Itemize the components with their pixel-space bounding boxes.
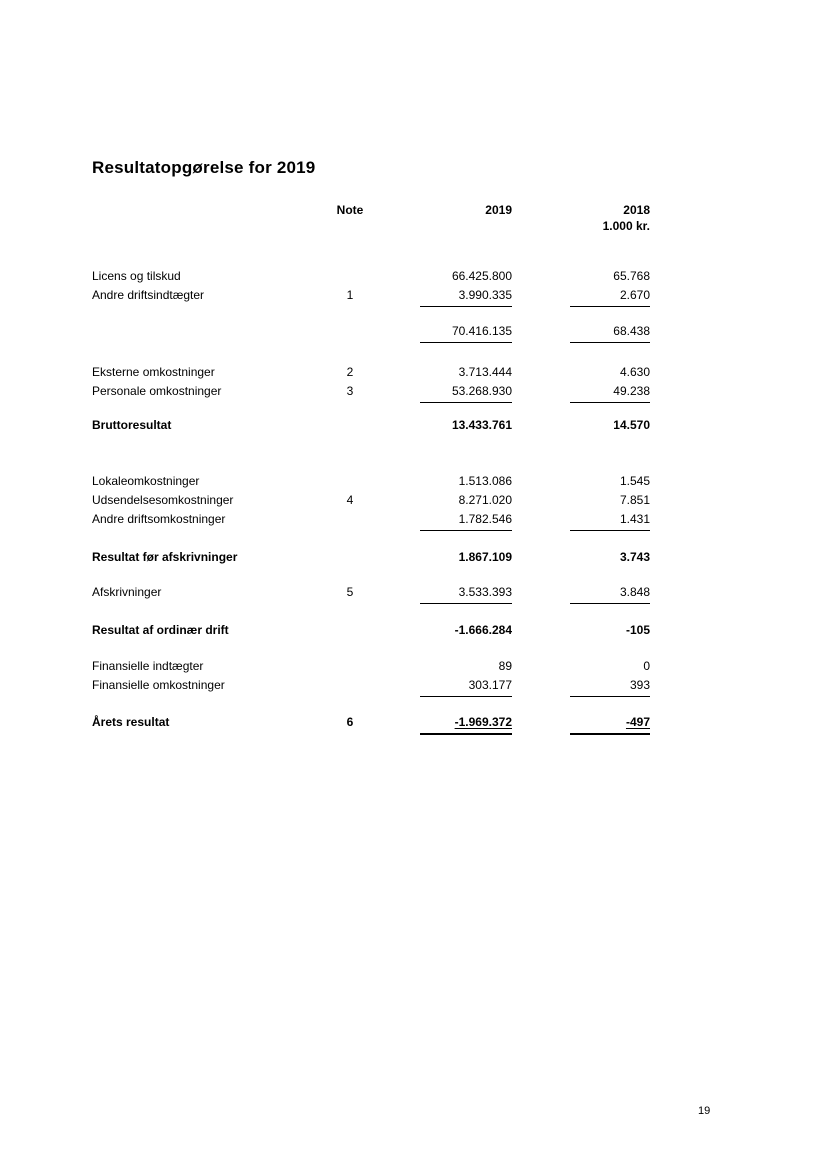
row-label: Finansielle indtægter — [92, 659, 204, 673]
row-value-2018: 3.848 — [570, 584, 650, 604]
row-value-2019: -1.969.372 — [420, 714, 512, 735]
row-value-2018: 393 — [570, 677, 650, 697]
row-value-2019: 3.990.335 — [420, 287, 512, 307]
table-row — [92, 492, 650, 511]
row-value-2018: 0 — [643, 659, 650, 673]
table-row — [92, 364, 650, 383]
table-row — [92, 677, 650, 697]
row-label: Resultat før afskrivninger — [92, 550, 238, 564]
row-value-2018: 3.743 — [619, 550, 650, 564]
row-label: Resultat af ordinær drift — [92, 623, 229, 637]
income-statement — [92, 158, 650, 735]
table-header-row — [92, 202, 650, 219]
row-value-2018: 68.438 — [570, 323, 650, 343]
row-value-2018: 1.431 — [570, 511, 650, 531]
row-value-2018: 1.545 — [619, 474, 650, 488]
row-value-2018: 4.630 — [619, 365, 650, 379]
row-value-2018: 7.851 — [619, 493, 650, 507]
row-value-2019: 13.433.761 — [451, 418, 512, 432]
unit-label: 1.000 kr. — [602, 219, 650, 233]
row-label: Afskrivninger — [92, 585, 162, 599]
page-number: 19 — [698, 1105, 711, 1117]
table-row — [92, 549, 650, 568]
row-value-2019: -1.666.284 — [454, 623, 512, 637]
row-value-2019: 3.533.393 — [420, 584, 512, 604]
row-value-2018: 2.670 — [570, 287, 650, 307]
row-value-2019: 303.177 — [420, 677, 512, 697]
row-value-2019: 1.513.086 — [458, 474, 512, 488]
row-note: 2 — [346, 365, 354, 379]
row-label: Udsendelsesomkostninger — [92, 493, 234, 507]
row-label: Finansielle omkostninger — [92, 678, 225, 692]
header-year-current: 2019 — [485, 203, 512, 217]
table-row — [92, 323, 650, 343]
row-note: 1 — [346, 288, 354, 302]
row-value-2019: 89 — [498, 659, 512, 673]
header-year-prior: 2018 — [623, 203, 650, 217]
row-value-2019: 70.416.135 — [420, 323, 512, 343]
row-label: Bruttoresultat — [92, 418, 172, 432]
table-row — [92, 473, 650, 492]
row-value-2018: -497 — [570, 714, 650, 735]
row-value-2019: 1.782.546 — [420, 511, 512, 531]
row-note: 5 — [346, 585, 354, 599]
table-row — [92, 383, 650, 403]
row-label: Andre driftsomkostninger — [92, 512, 226, 526]
row-value-2019: 8.271.020 — [458, 493, 512, 507]
header-note: Note — [336, 203, 364, 217]
row-note: 6 — [346, 715, 354, 729]
row-value-2019: 53.268.930 — [420, 383, 512, 403]
table-row — [92, 287, 650, 307]
page-title: Resultatopgørelse for 2019 — [92, 158, 316, 177]
statement-table — [92, 268, 650, 735]
row-note: 4 — [346, 493, 354, 507]
row-label: Lokaleomkostninger — [92, 474, 200, 488]
table-row — [92, 511, 650, 531]
table-row — [92, 584, 650, 604]
row-value-2019: 3.713.444 — [458, 365, 512, 379]
row-note: 3 — [346, 384, 354, 398]
table-row — [92, 658, 650, 677]
row-value-2019: 66.425.800 — [451, 269, 512, 283]
table-row — [92, 714, 650, 735]
row-value-2019: 1.867.109 — [458, 550, 512, 564]
row-label: Personale omkostninger — [92, 384, 222, 398]
table-row — [92, 622, 650, 641]
row-value-2018: -105 — [625, 623, 650, 637]
table-row — [92, 417, 650, 436]
table-row — [92, 268, 650, 287]
row-value-2018: 65.768 — [613, 269, 650, 283]
row-value-2018: 49.238 — [570, 383, 650, 403]
row-label: Eksterne omkostninger — [92, 365, 215, 379]
row-label: Licens og tilskud — [92, 269, 181, 283]
row-label: Årets resultat — [92, 715, 170, 729]
row-label: Andre driftsindtægter — [92, 288, 205, 302]
row-value-2018: 14.570 — [613, 418, 650, 432]
